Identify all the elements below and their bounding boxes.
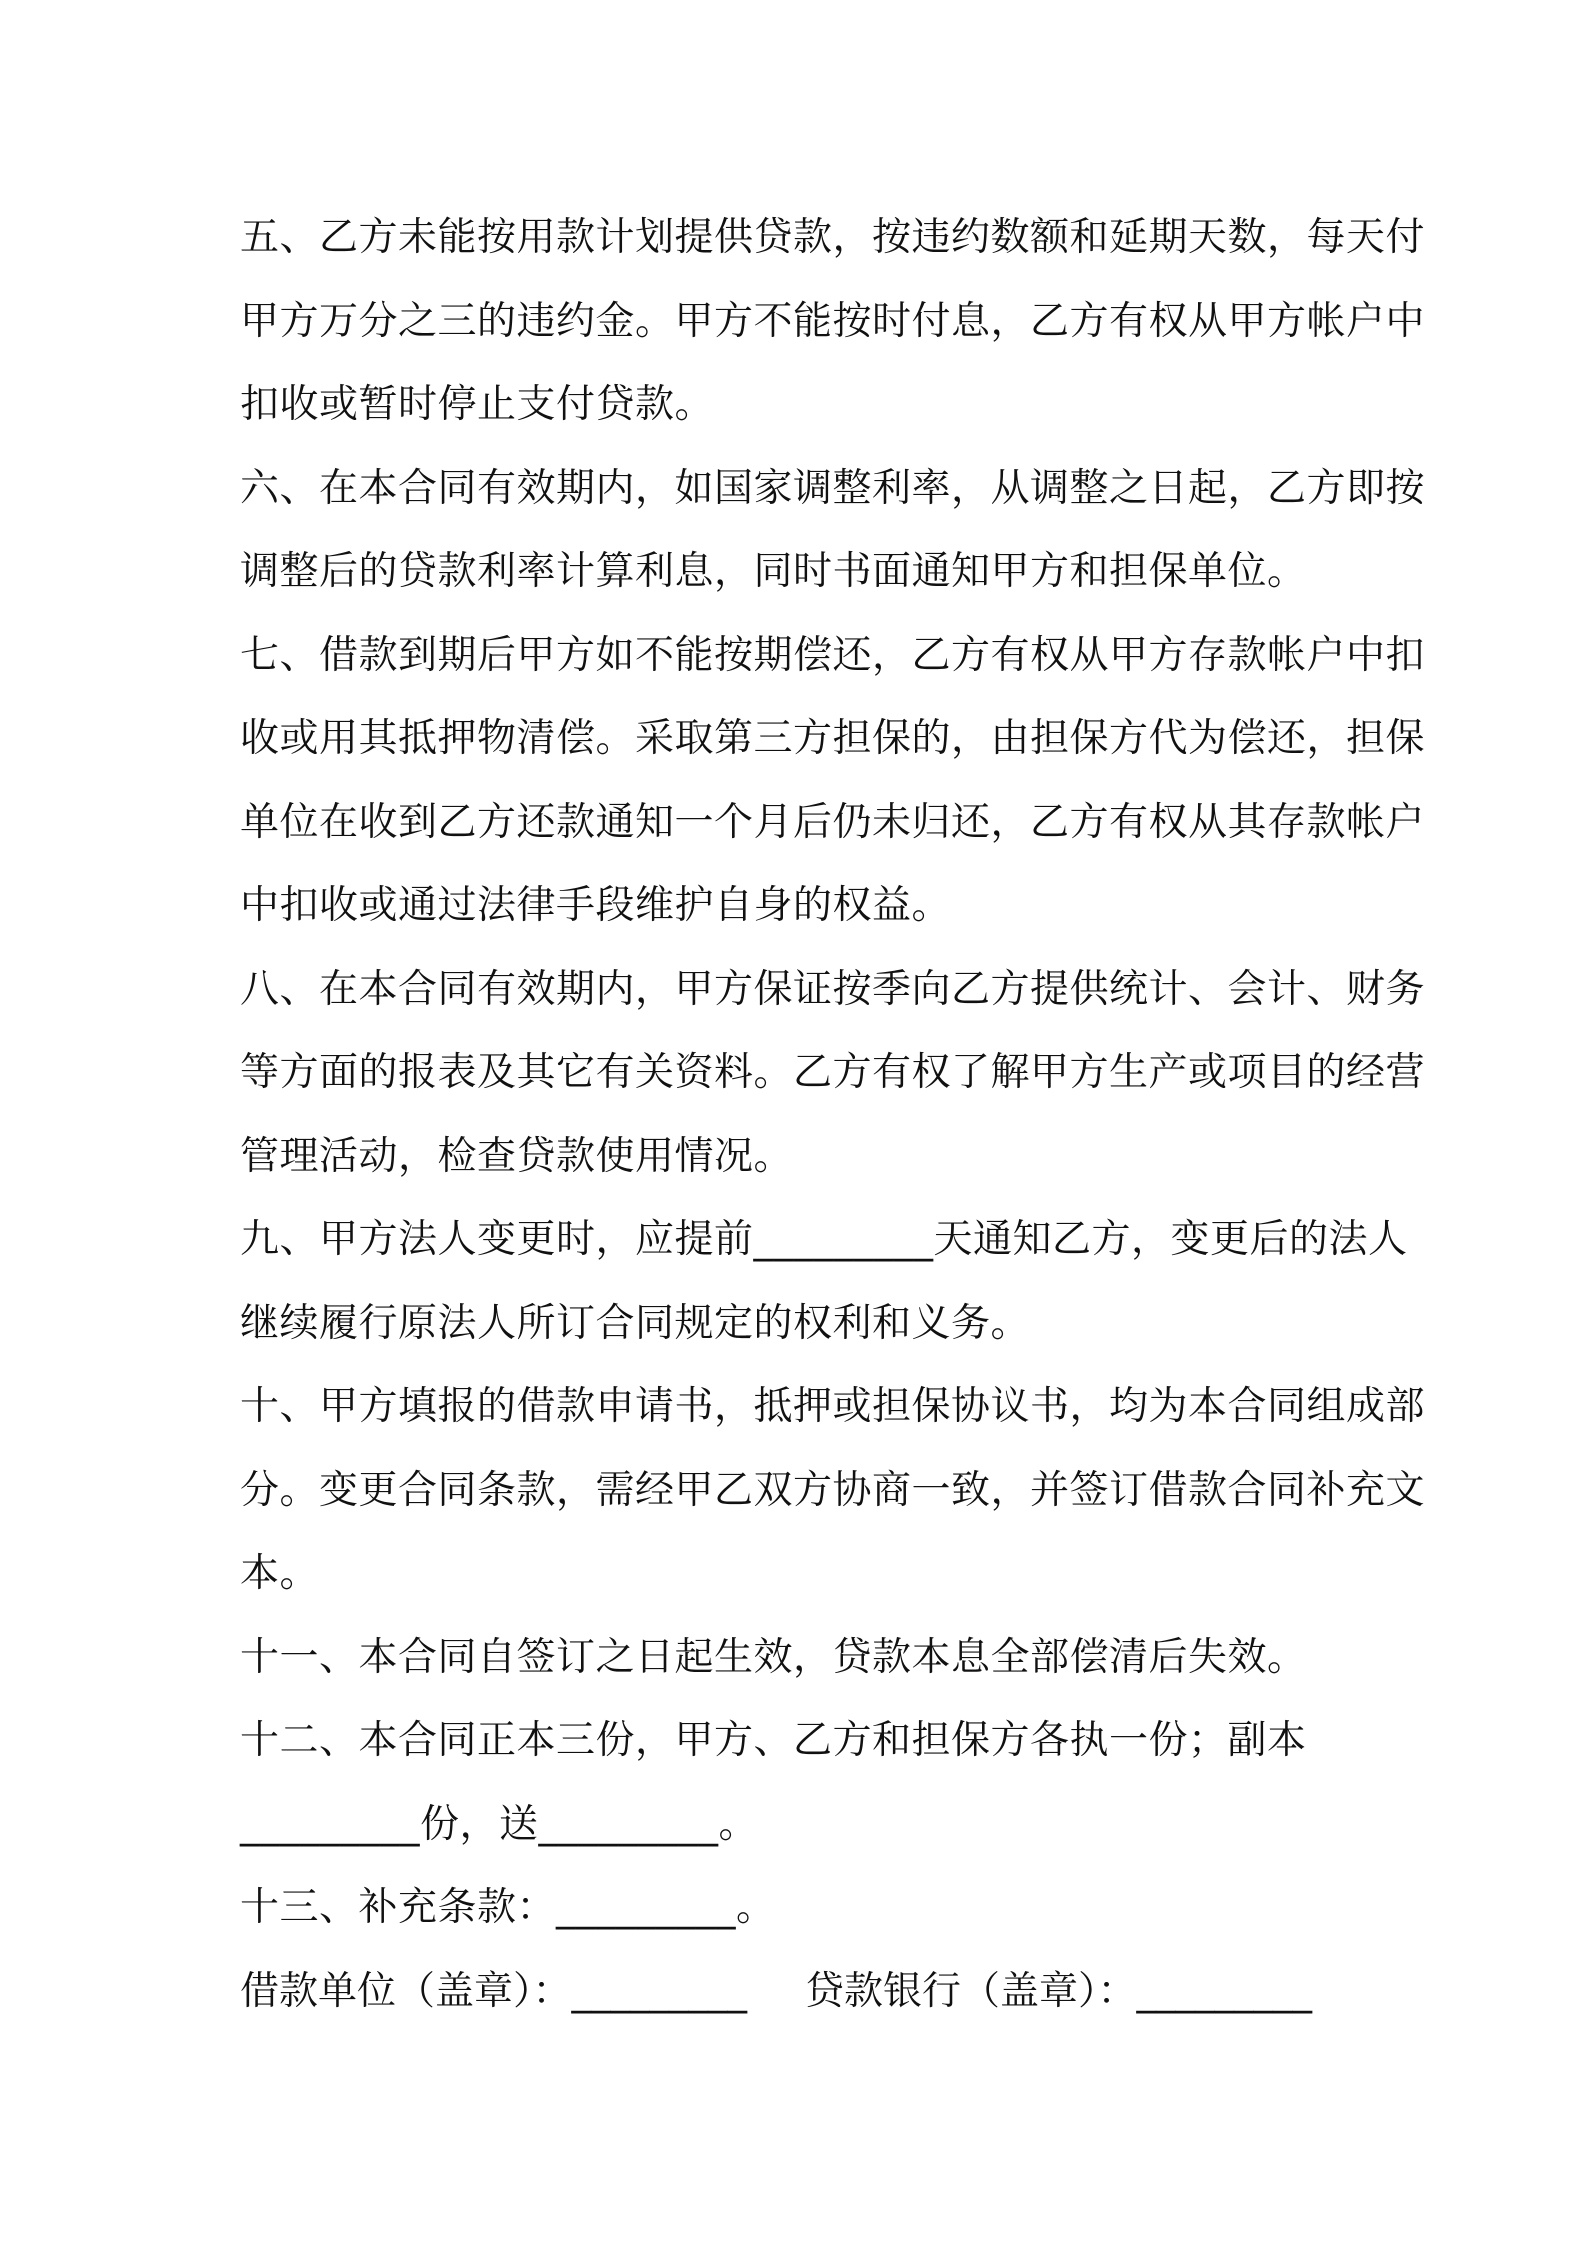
clause-13: [240, 1866, 1370, 1950]
clause-line: 中扣收或通过法律手段维护自身的权益。: [240, 883, 952, 928]
clause-line: 调整后的贷款利率计算利息，同时书面通知甲方和担保单位。: [240, 549, 1307, 594]
clause-line: 甲方万分之三的违约金。甲方不能按时付息，乙方有权从甲方帐户中: [240, 298, 1426, 344]
borrower-signature: 借款单位（盖章）：_________: [240, 1968, 748, 2014]
clause-line: 七、借款到期后甲方如不能按期偿还，乙方有权从甲方存款帐户中扣: [240, 632, 1426, 678]
clause-line: 分。变更合同条款，需经甲乙双方协商一致，并签订借款合同补充文: [240, 1467, 1426, 1513]
clause-line: 十、甲方填报的借款申请书，抵押或担保协议书，均为本合同组成部: [240, 1384, 1426, 1429]
clause-line: _________份，送_________。: [240, 1801, 759, 1847]
lender-signature: 贷款银行（盖章）：_________: [805, 1968, 1313, 2014]
clause-line: 十一、本合同自签订之日起生效，贷款本息全部偿清后失效。: [240, 1634, 1307, 1680]
clause-11: [240, 1616, 1370, 1700]
clause-10: [240, 1365, 1426, 1616]
clause-line: 十三、补充条款：_________。: [240, 1885, 776, 1930]
clause-line: 十二、本合同正本三份，甲方、乙方和担保方各执一份；副本: [240, 1718, 1307, 1763]
clause-8: [240, 948, 1426, 1199]
clause-line: 九、甲方法人变更时，应提前_________天通知乙方，变更后的法人: [240, 1217, 1408, 1262]
clause-line: 收或用其抵押物清偿。采取第三方担保的，由担保方代为偿还，担保: [240, 716, 1426, 761]
signature-row: [240, 1950, 1370, 2034]
clause-line: 本。: [240, 1551, 320, 1596]
clause-line: 六、在本合同有效期内，如国家调整利率，从调整之日起，乙方即按: [240, 465, 1426, 511]
clause-12: [240, 1699, 1370, 1866]
clause-line: 管理活动，检查贷款使用情况。: [240, 1133, 794, 1179]
clause-line: 单位在收到乙方还款通知一个月后仍未归还，乙方有权从其存款帐户: [240, 799, 1426, 845]
clause-line: 五、乙方未能按用款计划提供贷款，按违约数额和延期天数，每天付: [240, 215, 1426, 260]
clause-5: [240, 196, 1426, 447]
clause-6: [240, 447, 1426, 614]
clause-line: 八、在本合同有效期内，甲方保证按季向乙方提供统计、会计、财务: [240, 966, 1426, 1012]
contract-page: [240, 196, 1426, 2033]
clause-line: 等方面的报表及其它有关资料。乙方有权了解甲方生产或项目的经营: [240, 1050, 1426, 1095]
clause-9: [240, 1198, 1408, 1365]
clause-line: 继续履行原法人所订合同规定的权利和义务。: [240, 1300, 1031, 1346]
clause-7: [240, 614, 1426, 948]
clause-line: 扣收或暂时停止支付贷款。: [240, 382, 715, 427]
